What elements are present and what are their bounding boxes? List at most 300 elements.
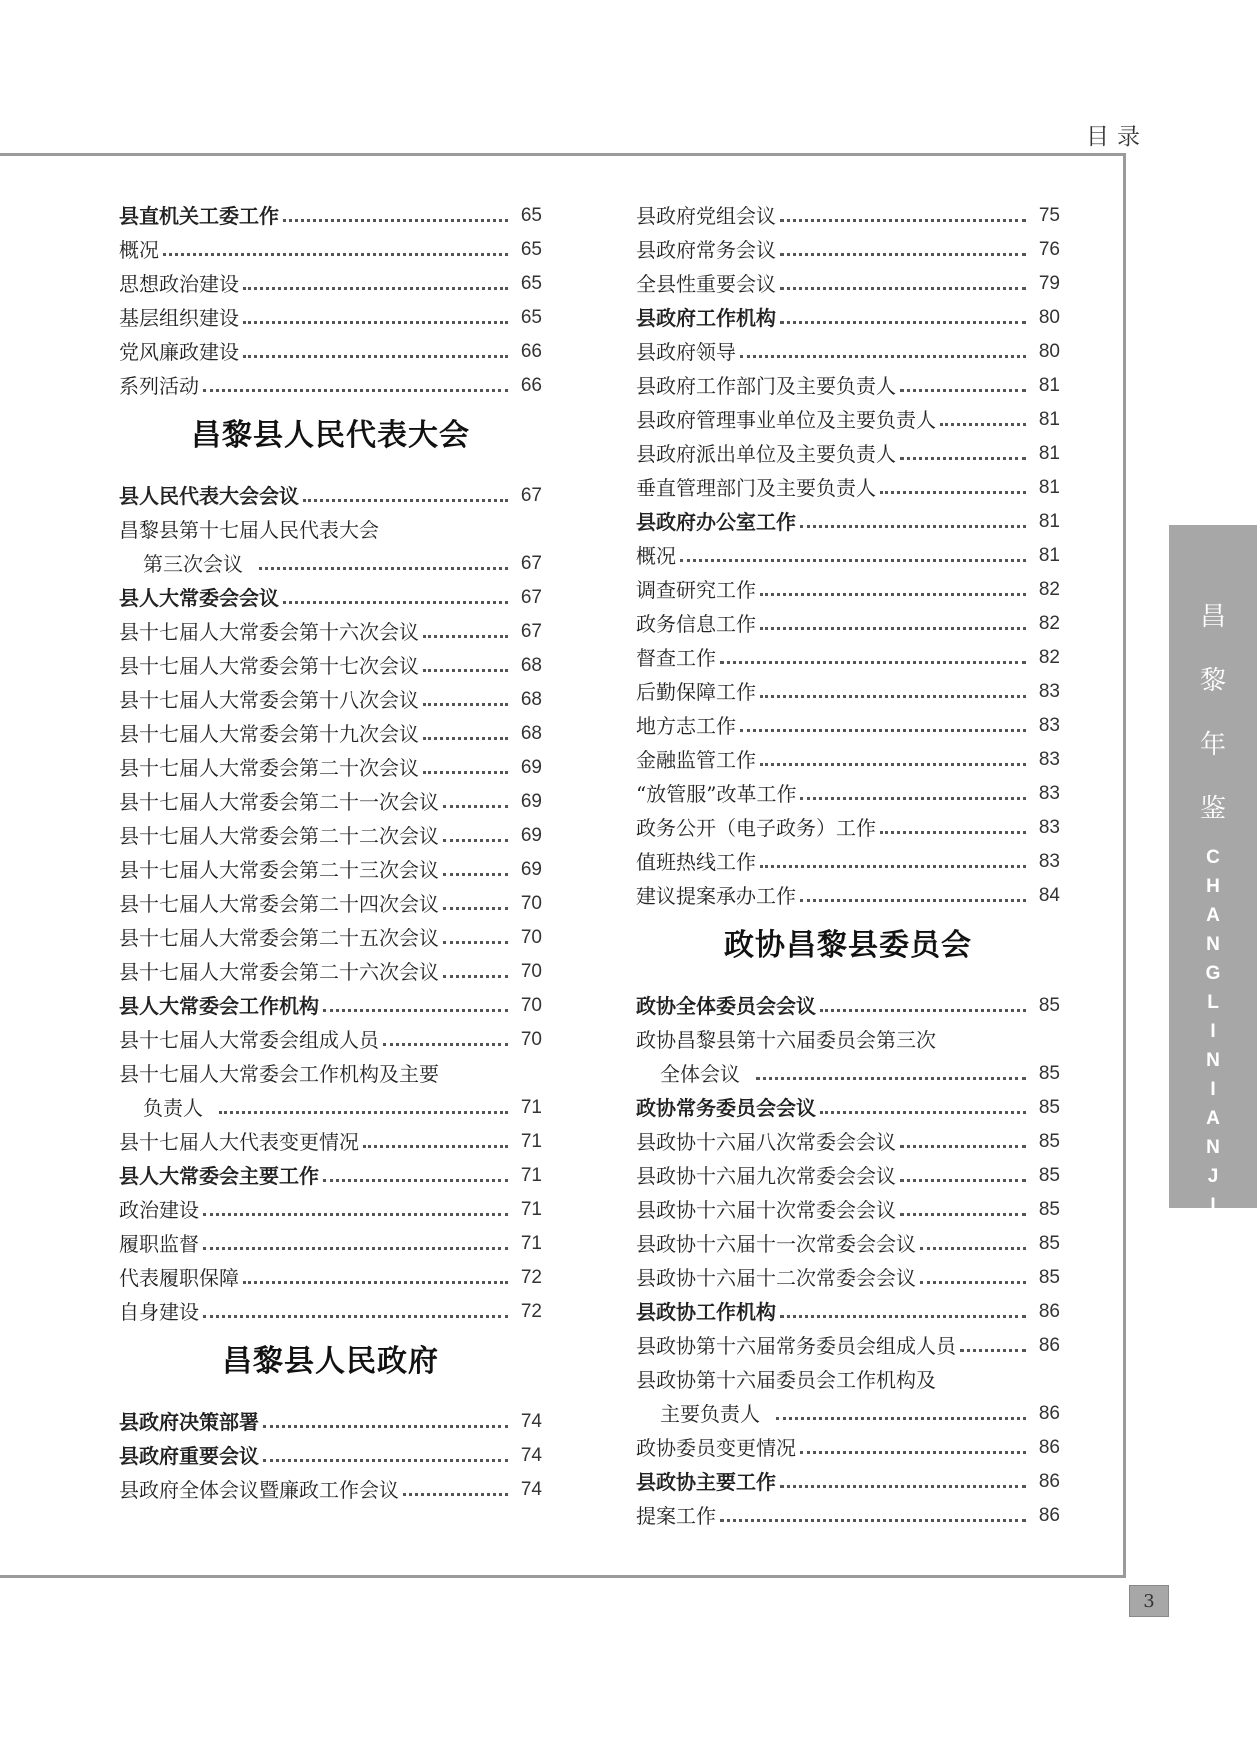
section-heading-peoples-congress: 昌黎县人民代表大会 — [191, 418, 470, 453]
toc-entry-title: 县十七届人大常委会第十七次会议 — [119, 654, 419, 678]
toc-entry-title: 政务信息工作 — [636, 612, 756, 636]
toc-entry-page: 65 — [520, 239, 542, 260]
toc-entry[interactable] — [636, 738, 1060, 772]
toc-entry-title: 提案工作 — [636, 1504, 716, 1528]
toc-entry-page: 65 — [520, 273, 542, 294]
toc-entry-title: 县政协工作机构 — [636, 1300, 776, 1324]
toc-entry-page: 81 — [1038, 477, 1060, 498]
toc-entry[interactable] — [636, 1154, 1060, 1188]
toc-entry-title: 县政府党组会议 — [636, 204, 776, 228]
toc-group — [636, 194, 1060, 908]
side-tab-char: N — [1206, 1050, 1220, 1071]
dot-leader — [780, 321, 1026, 324]
toc-entry-page: 67 — [520, 485, 542, 506]
toc-entry-page: 86 — [1038, 1301, 1060, 1322]
dot-leader — [323, 1179, 508, 1182]
toc-entry-title: 县政协第十六届委员会工作机构及 — [636, 1368, 936, 1392]
side-tab-char: G — [1205, 963, 1221, 984]
toc-entry[interactable] — [119, 814, 542, 848]
toc-entry[interactable] — [119, 1086, 542, 1120]
toc-entry-page: 66 — [520, 375, 542, 396]
toc-entry-page: 86 — [1038, 1471, 1060, 1492]
dot-leader — [423, 703, 508, 706]
toc-entry[interactable] — [119, 1154, 542, 1188]
toc-entry-title: 县政府领导 — [636, 340, 736, 364]
dot-leader — [920, 1281, 1026, 1284]
toc-entry-page: 85 — [1038, 995, 1060, 1016]
toc-entry-page: 70 — [520, 961, 542, 982]
toc-entry-page: 76 — [1038, 239, 1060, 260]
toc-entry[interactable] — [636, 262, 1060, 296]
toc-entry-page: 81 — [1038, 443, 1060, 464]
toc-entry-page: 69 — [520, 757, 542, 778]
toc-entry-title: 县人大常委会会议 — [119, 586, 279, 610]
toc-entry[interactable] — [119, 1468, 542, 1502]
toc-entry[interactable] — [119, 262, 542, 296]
toc-entry[interactable] — [119, 1120, 542, 1154]
side-tab-char: A — [1206, 1108, 1220, 1129]
toc-entry-page: 83 — [1038, 715, 1060, 736]
toc-entry-title: 县十七届人大常委会第二十二次会议 — [119, 824, 439, 848]
dot-leader — [443, 941, 508, 944]
toc-entry-page: 67 — [520, 553, 542, 574]
toc-entry-title: 昌黎县第十七届人民代表大会 — [119, 518, 379, 542]
toc-entry[interactable] — [636, 1222, 1060, 1256]
toc-entry-title: 县政协十六届十一次常委会会议 — [636, 1232, 916, 1256]
toc-entry-page: 68 — [520, 723, 542, 744]
toc-entry-title: 概况 — [636, 544, 676, 568]
toc-entry-title: 县十七届人大常委会第二十四次会议 — [119, 892, 439, 916]
dot-leader — [960, 1349, 1026, 1352]
dot-leader — [263, 1425, 508, 1428]
toc-entry-title: 政协昌黎县第十六届委员会第三次 — [636, 1028, 936, 1052]
toc-entry[interactable] — [636, 568, 1060, 602]
toc-entry[interactable] — [119, 1434, 542, 1468]
toc-entry-title: 值班热线工作 — [636, 850, 756, 874]
toc-entry-page: 70 — [520, 1029, 542, 1050]
toc-entry[interactable] — [636, 432, 1060, 466]
toc-entry[interactable] — [119, 228, 542, 262]
toc-entry[interactable] — [119, 576, 542, 610]
section-heading-cppcc: 政协昌黎县委员会 — [724, 928, 972, 963]
toc-entry-page: 75 — [1038, 205, 1060, 226]
toc-entry-title: 政协常务委员会会议 — [636, 1096, 816, 1120]
toc-entry-title: 县政府全体会议暨廉政工作会议 — [119, 1478, 399, 1502]
toc-entry-page: 82 — [1038, 579, 1060, 600]
toc-entry-title: 全体会议 — [660, 1062, 740, 1086]
toc-group — [119, 474, 542, 1324]
toc-entry[interactable] — [636, 1392, 1060, 1426]
dot-leader — [259, 567, 508, 570]
dot-leader — [263, 1459, 508, 1462]
toc-entry-title: 县十七届人大常委会第十九次会议 — [119, 722, 419, 746]
toc-entry-page: 74 — [520, 1411, 542, 1432]
toc-entry-page: 86 — [1038, 1335, 1060, 1356]
side-tab-char: I — [1210, 1195, 1216, 1216]
toc-entry-title: 履职监督 — [119, 1232, 199, 1256]
toc-entry[interactable] — [119, 1256, 542, 1290]
dot-leader — [203, 1213, 508, 1216]
dot-leader — [940, 423, 1026, 426]
toc-entry-title: 县人大常委会工作机构 — [119, 994, 319, 1018]
toc-entry[interactable] — [119, 848, 542, 882]
toc-entry[interactable] — [636, 194, 1060, 228]
dot-leader — [900, 389, 1026, 392]
toc-entry-page: 84 — [1038, 885, 1060, 906]
side-tab-char: N — [1206, 1253, 1220, 1274]
toc-entry-title: 县政府工作部门及主要负责人 — [636, 374, 896, 398]
dot-leader — [780, 219, 1026, 222]
toc-entry-title: 政协委员变更情况 — [636, 1436, 796, 1460]
toc-entry[interactable] — [636, 670, 1060, 704]
toc-entry[interactable] — [119, 644, 542, 678]
dot-leader — [900, 1179, 1026, 1182]
dot-leader — [900, 1145, 1026, 1148]
dot-leader — [283, 219, 508, 222]
dot-leader — [443, 907, 508, 910]
side-tab-char: C — [1206, 847, 1220, 868]
toc-entry-page: 83 — [1038, 681, 1060, 702]
dot-leader — [203, 1247, 508, 1250]
toc-entry-title: 后勤保障工作 — [636, 680, 756, 704]
dot-leader — [800, 797, 1026, 800]
toc-entry-page: 86 — [1038, 1437, 1060, 1458]
toc-entry-title: 县十七届人大常委会工作机构及主要 — [119, 1062, 439, 1086]
dot-leader — [756, 1077, 1026, 1080]
dot-leader — [900, 1213, 1026, 1216]
toc-entry-page: 74 — [520, 1479, 542, 1500]
dot-leader — [283, 601, 508, 604]
toc-entry-title: 县政府管理事业单位及主要负责人 — [636, 408, 936, 432]
dot-leader — [443, 873, 508, 876]
dot-leader — [243, 321, 508, 324]
toc-entry-page: 70 — [520, 893, 542, 914]
toc-entry[interactable] — [636, 1120, 1060, 1154]
toc-entry-page: 71 — [520, 1131, 542, 1152]
toc-entry-page: 71 — [520, 1165, 542, 1186]
toc-entry-title: 地方志工作 — [636, 714, 736, 738]
toc-entry-page: 81 — [1038, 375, 1060, 396]
dot-leader — [680, 559, 1026, 562]
toc-entry[interactable] — [636, 602, 1060, 636]
toc-entry[interactable] — [636, 1358, 1060, 1392]
toc-entry-page: 81 — [1038, 511, 1060, 532]
toc-entry-title: 县政协十六届十二次常委会会议 — [636, 1266, 916, 1290]
side-tab-char: I — [1210, 1079, 1216, 1100]
toc-entry-page: 86 — [1038, 1403, 1060, 1424]
toc-entry-page: 68 — [520, 689, 542, 710]
side-tab-char: 昌 — [1199, 602, 1226, 632]
toc-entry[interactable] — [119, 542, 542, 576]
toc-entry-page: 67 — [520, 587, 542, 608]
toc-entry-title: 全县性重要会议 — [636, 272, 776, 296]
dot-leader — [423, 737, 508, 740]
dot-leader — [760, 865, 1026, 868]
toc-entry-page: 69 — [520, 791, 542, 812]
toc-entry-page: 85 — [1038, 1233, 1060, 1254]
toc-entry-page: 72 — [520, 1301, 542, 1322]
toc-entry-page: 85 — [1038, 1165, 1060, 1186]
toc-entry-page: 71 — [520, 1233, 542, 1254]
toc-entry-title: 系列活动 — [119, 374, 199, 398]
dot-leader — [740, 729, 1026, 732]
toc-entry-page: 69 — [520, 825, 542, 846]
toc-entry-title: 政协全体委员会会议 — [636, 994, 816, 1018]
toc-entry[interactable] — [636, 1460, 1060, 1494]
toc-entry-title: 垂直管理部门及主要负责人 — [636, 476, 876, 500]
toc-entry-title: 县政府决策部署 — [119, 1410, 259, 1434]
toc-entry[interactable] — [119, 610, 542, 644]
toc-entry[interactable] — [636, 1188, 1060, 1222]
toc-entry[interactable] — [119, 1018, 542, 1052]
toc-entry-title: 县政府办公室工作 — [636, 510, 796, 534]
dot-leader — [203, 1315, 508, 1318]
dot-leader — [780, 1315, 1026, 1318]
toc-entry-page: 85 — [1038, 1131, 1060, 1152]
dot-leader — [780, 287, 1026, 290]
toc-entry-title: 县直机关工委工作 — [119, 204, 279, 228]
dot-leader — [760, 695, 1026, 698]
toc-entry[interactable] — [636, 772, 1060, 806]
dot-leader — [760, 593, 1026, 596]
toc-entry[interactable] — [119, 1222, 542, 1256]
toc-group — [119, 194, 542, 398]
toc-entry-page: 83 — [1038, 851, 1060, 872]
page-number: 3 — [1129, 1585, 1169, 1617]
toc-entry[interactable] — [119, 780, 542, 814]
toc-entry-title: 负责人 — [143, 1096, 203, 1120]
side-tab-char: H — [1206, 876, 1220, 897]
side-tab-char: N — [1206, 934, 1220, 955]
dot-leader — [323, 1009, 508, 1012]
toc-header-label: 目录 — [1086, 124, 1148, 150]
toc-entry-page: 69 — [520, 859, 542, 880]
dot-leader — [243, 287, 508, 290]
dot-leader — [740, 355, 1026, 358]
toc-entry-title: “放管服”改革工作 — [636, 782, 797, 806]
toc-entry-title: 政务公开（电子政务）工作 — [636, 816, 876, 840]
toc-entry[interactable] — [636, 1052, 1060, 1086]
side-tab-char: I — [1210, 1021, 1216, 1042]
toc-entry[interactable] — [636, 330, 1060, 364]
dot-leader — [443, 839, 508, 842]
toc-entry[interactable] — [636, 364, 1060, 398]
toc-entry-title: 县人大常委会主要工作 — [119, 1164, 319, 1188]
toc-entry[interactable] — [119, 712, 542, 746]
toc-entry[interactable] — [636, 1018, 1060, 1052]
toc-entry[interactable] — [119, 950, 542, 984]
dot-leader — [720, 1519, 1026, 1522]
toc-entry[interactable] — [636, 1290, 1060, 1324]
dot-leader — [780, 1485, 1026, 1488]
toc-entry[interactable] — [636, 1256, 1060, 1290]
dot-leader — [403, 1493, 508, 1496]
toc-entry[interactable] — [119, 1188, 542, 1222]
dot-leader — [720, 661, 1026, 664]
toc-entry-title: 县政协十六届九次常委会会议 — [636, 1164, 896, 1188]
toc-entry-title: 县十七届人大常委会第二十次会议 — [119, 756, 419, 780]
dot-leader — [900, 457, 1026, 460]
toc-entry-page: 81 — [1038, 545, 1060, 566]
toc-entry-title: 县政协主要工作 — [636, 1470, 776, 1494]
toc-entry-title: 党风廉政建设 — [119, 340, 239, 364]
dot-leader — [363, 1145, 508, 1148]
toc-entry-title: 督查工作 — [636, 646, 716, 670]
side-tab-char: N — [1206, 1137, 1220, 1158]
toc-entry-title: 县十七届人大代表变更情况 — [119, 1130, 359, 1154]
dot-leader — [243, 355, 508, 358]
toc-entry-page: 85 — [1038, 1199, 1060, 1220]
toc-entry-page: 71 — [520, 1199, 542, 1220]
toc-entry-title: 县十七届人大常委会第十八次会议 — [119, 688, 419, 712]
toc-entry[interactable] — [119, 1290, 542, 1324]
toc-entry[interactable] — [636, 398, 1060, 432]
toc-entry[interactable] — [636, 1426, 1060, 1460]
dot-leader — [880, 831, 1026, 834]
side-tab-char: L — [1207, 992, 1219, 1013]
toc-entry[interactable] — [119, 746, 542, 780]
toc-entry[interactable] — [119, 508, 542, 542]
dot-leader — [760, 763, 1026, 766]
toc-entry[interactable] — [119, 984, 542, 1018]
dot-leader — [800, 525, 1026, 528]
toc-entry[interactable] — [636, 1494, 1060, 1528]
toc-entry-title: 县政协十六届十次常委会会议 — [636, 1198, 896, 1222]
side-tab-char: A — [1206, 905, 1220, 926]
toc-entry-page: 83 — [1038, 783, 1060, 804]
toc-entry-title: 县政协十六届八次常委会会议 — [636, 1130, 896, 1154]
dot-leader — [800, 1451, 1026, 1454]
toc-entry-title: 县十七届人大常委会组成人员 — [119, 1028, 379, 1052]
toc-entry-page: 67 — [520, 621, 542, 642]
toc-entry[interactable] — [636, 500, 1060, 534]
side-tab-char: 年 — [1199, 730, 1226, 760]
toc-entry[interactable] — [636, 636, 1060, 670]
dot-leader — [760, 627, 1026, 630]
toc-entry[interactable] — [636, 228, 1060, 262]
toc-entry[interactable] — [636, 466, 1060, 500]
toc-entry-page: 66 — [520, 341, 542, 362]
toc-entry[interactable] — [119, 330, 542, 364]
toc-entry[interactable] — [119, 296, 542, 330]
side-tab-char: A — [1206, 1224, 1220, 1245]
dot-leader — [443, 975, 508, 978]
toc-entry-title: 自身建设 — [119, 1300, 199, 1324]
toc-entry-page: 65 — [520, 205, 542, 226]
toc-entry[interactable] — [636, 840, 1060, 874]
toc-entry[interactable] — [636, 704, 1060, 738]
side-tab-pinyin — [1169, 843, 1257, 1278]
toc-entry-title: 调查研究工作 — [636, 578, 756, 602]
toc-entry[interactable] — [636, 1086, 1060, 1120]
dot-leader — [776, 1417, 1026, 1420]
toc-entry-page: 71 — [520, 1097, 542, 1118]
dot-leader — [203, 389, 508, 392]
toc-entry-title: 思想政治建设 — [119, 272, 239, 296]
toc-entry-page: 86 — [1038, 1505, 1060, 1526]
dot-leader — [383, 1043, 508, 1046]
toc-entry-page: 74 — [520, 1445, 542, 1466]
dot-leader — [920, 1247, 1026, 1250]
dot-leader — [423, 635, 508, 638]
dot-leader — [820, 1111, 1026, 1114]
toc-entry-page: 85 — [1038, 1267, 1060, 1288]
toc-entry-page: 85 — [1038, 1097, 1060, 1118]
toc-entry-page: 85 — [1038, 1063, 1060, 1084]
toc-entry-title: 县政府常务会议 — [636, 238, 776, 262]
toc-entry-title: 政治建设 — [119, 1198, 199, 1222]
side-tab-char: 黎 — [1199, 666, 1226, 696]
toc-entry[interactable] — [636, 296, 1060, 330]
toc-entry[interactable] — [636, 534, 1060, 568]
toc-left-column — [119, 194, 542, 1502]
toc-entry-page: 72 — [520, 1267, 542, 1288]
toc-entry[interactable] — [636, 806, 1060, 840]
toc-entry-title: 县政府工作机构 — [636, 306, 776, 330]
toc-entry-page: 83 — [1038, 749, 1060, 770]
toc-group — [119, 1400, 542, 1502]
toc-entry-page: 80 — [1038, 341, 1060, 362]
dot-leader — [780, 253, 1026, 256]
toc-entry[interactable] — [119, 364, 542, 398]
dot-leader — [163, 253, 508, 256]
dot-leader — [443, 805, 508, 808]
side-tab-char: 鉴 — [1199, 794, 1226, 824]
dot-leader — [303, 499, 508, 502]
toc-entry-title: 金融监管工作 — [636, 748, 756, 772]
toc-group — [636, 984, 1060, 1528]
toc-right-column — [636, 194, 1060, 1528]
toc-entry-title: 县十七届人大常委会第二十三次会议 — [119, 858, 439, 882]
dot-leader — [219, 1111, 508, 1114]
toc-entry[interactable] — [119, 916, 542, 950]
toc-entry[interactable] — [636, 984, 1060, 1018]
toc-entry[interactable] — [119, 474, 542, 508]
dot-leader — [880, 491, 1026, 494]
toc-entry-page: 82 — [1038, 647, 1060, 668]
toc-entry-title: 县人民代表大会会议 — [119, 484, 299, 508]
toc-entry-page: 68 — [520, 655, 542, 676]
toc-entry-title: 县十七届人大常委会第二十一次会议 — [119, 790, 439, 814]
toc-entry-title: 概况 — [119, 238, 159, 262]
toc-entry-title: 主要负责人 — [660, 1402, 760, 1426]
section-heading-peoples-government: 昌黎县人民政府 — [222, 1344, 439, 1379]
toc-entry[interactable] — [636, 874, 1060, 908]
toc-entry-page: 70 — [520, 995, 542, 1016]
dot-leader — [243, 1281, 508, 1284]
toc-entry-title: 县十七届人大常委会第二十六次会议 — [119, 960, 439, 984]
toc-entry-page: 70 — [520, 927, 542, 948]
toc-entry-page: 65 — [520, 307, 542, 328]
toc-entry[interactable] — [119, 1400, 542, 1434]
toc-entry-title: 县政协第十六届常务委员会组成人员 — [636, 1334, 956, 1358]
side-tab — [1169, 525, 1257, 1274]
toc-entry[interactable] — [119, 678, 542, 712]
toc-entry-title: 县十七届人大常委会第二十五次会议 — [119, 926, 439, 950]
side-tab-title — [1169, 585, 1257, 841]
toc-entry[interactable] — [119, 194, 542, 228]
dot-leader — [820, 1009, 1026, 1012]
toc-entry-title: 县政府派出单位及主要负责人 — [636, 442, 896, 466]
toc-entry-page: 79 — [1038, 273, 1060, 294]
toc-entry[interactable] — [119, 1052, 542, 1086]
toc-entry-title: 基层组织建设 — [119, 306, 239, 330]
toc-entry-page: 81 — [1038, 409, 1060, 430]
toc-entry-title: 代表履职保障 — [119, 1266, 239, 1290]
toc-entry[interactable] — [636, 1324, 1060, 1358]
toc-entry[interactable] — [119, 882, 542, 916]
toc-entry-page: 80 — [1038, 307, 1060, 328]
